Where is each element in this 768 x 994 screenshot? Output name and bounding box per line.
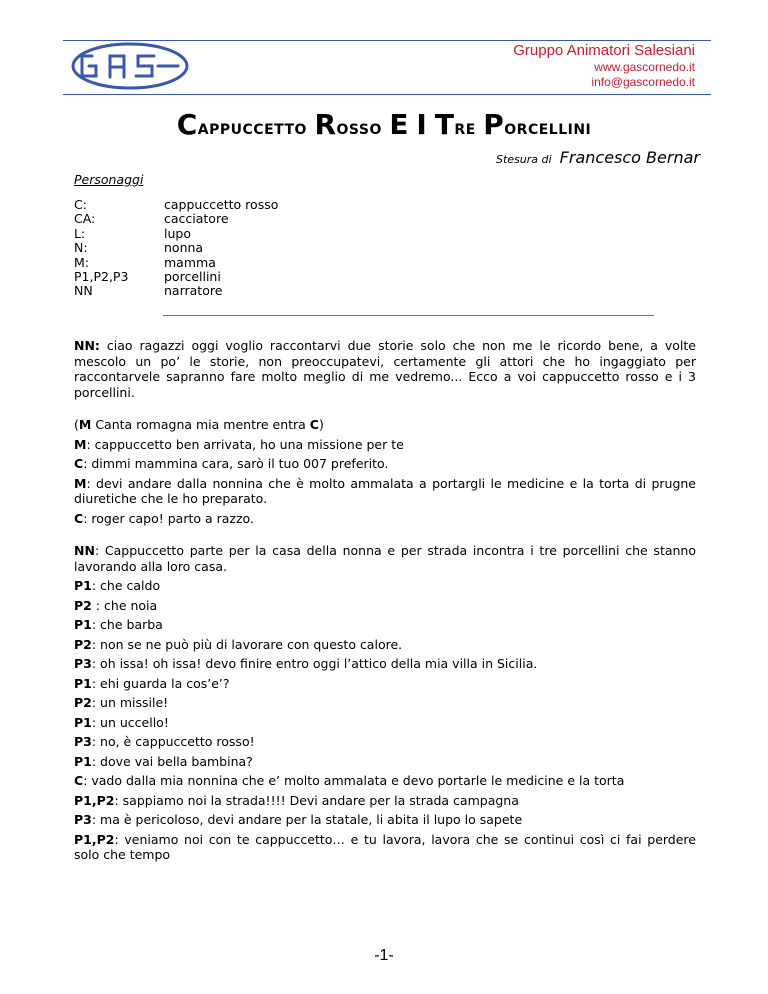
author-name: Francesco Bernar — [559, 148, 700, 167]
speaker: NN — [74, 543, 95, 558]
script-line — [74, 456, 696, 472]
script-line — [74, 773, 696, 789]
document-title — [0, 108, 768, 141]
line-text: : un missile! — [91, 695, 169, 710]
cast-list — [74, 198, 278, 299]
line-text: : no, è cappuccetto rosso! — [91, 734, 255, 749]
line-text: : veniamo noi con te cappuccetto… e tu lavora, lavora che se continui così ci fai perdere solo che tempo — [74, 831, 696, 862]
line-text: : ehi guarda la cos’e’? — [91, 675, 230, 691]
speaker: P1 — [74, 714, 92, 730]
cast-row — [74, 212, 278, 226]
line-text: : dove vai bella bambina? — [91, 753, 253, 769]
stage-direction — [74, 417, 696, 433]
title-word: osso — [336, 115, 382, 139]
script-line — [74, 543, 696, 574]
line-text: ) — [318, 417, 324, 432]
cast-code: M: — [74, 254, 89, 270]
org-name: Gruppo Animatori Salesiani — [513, 42, 695, 59]
line-text: : che caldo — [91, 578, 161, 593]
cast-role: cappuccetto rosso — [164, 197, 279, 212]
speaker: C — [309, 417, 319, 432]
script-line — [74, 437, 696, 453]
cast-code: CA: — [74, 211, 96, 227]
cast-row — [74, 284, 278, 298]
script-line — [74, 578, 696, 594]
speaker: P2 — [74, 597, 92, 613]
speaker: P1 — [74, 617, 92, 632]
script-line — [74, 338, 696, 400]
line-text: : oh issa! oh issa! devo finire entro oggi l’attico della mia villa in Sicilia. — [91, 656, 538, 671]
byline — [496, 148, 700, 167]
cast-role: nonna — [164, 240, 204, 256]
speaker: M — [74, 475, 87, 491]
script-line — [74, 511, 696, 527]
speaker: NN: — [74, 338, 100, 353]
section-divider — [163, 315, 654, 316]
byline-label: Stesura di — [496, 153, 552, 166]
line-text: : cappuccetto ben arrivata, ho una missione per te — [86, 436, 404, 452]
speaker: C — [74, 510, 84, 526]
speaker: P3 — [74, 734, 92, 749]
cast-row — [74, 198, 278, 212]
speaker: P1 — [74, 753, 92, 769]
speaker: P1 — [74, 675, 92, 691]
title-word: appuccetto — [197, 115, 307, 139]
script-line — [74, 476, 696, 507]
cast-role: cacciatore — [164, 211, 229, 227]
line-text: : ma è pericoloso, devi andare per la statale, li abita il lupo lo sapete — [91, 812, 523, 827]
cast-code: P1,P2,P3 — [74, 269, 129, 285]
line-text: ciao ragazzi oggi voglio raccontarvi due storie solo che non me le ricordo bene, a volte mescolo un po’ le storie, non preoccupatevi, certamente gli attori che ho ingaggiato per raccontarvele sapranno fare molto meglio di me vedremo... Ecco a voi cappuccetto rosso e i 3 porcellini. — [74, 338, 696, 400]
title-cap: I — [416, 108, 428, 141]
speaker: P1 — [74, 578, 92, 593]
cast-heading: Personaggi — [74, 172, 144, 187]
script-line — [74, 715, 696, 731]
title-cap: P — [483, 108, 505, 141]
script-line — [74, 734, 696, 750]
line-text: : dimmi mammina cara, sarò il tuo 007 preferito. — [83, 456, 389, 471]
line-text: : Cappuccetto parte per la casa della nonna e per strada incontra i tre porcellini che stanno lavorando alla loro casa. — [74, 543, 696, 574]
cast-code: L: — [74, 225, 86, 241]
cast-role: porcellini — [164, 269, 221, 285]
org-email[interactable]: info@gascornedo.it — [591, 75, 695, 89]
line-text: : non se ne può più di lavorare con questo calore. — [91, 636, 403, 652]
line-text: ( — [74, 417, 79, 432]
org-website[interactable]: www.gascornedo.it — [594, 60, 695, 74]
line-text: : devi andare dalla nonnina che è molto ammalata a portargli le medicine e la torta di prugne diuretiche che le ho preparato. — [74, 475, 696, 506]
speaker: C — [74, 773, 84, 788]
gas-logo — [70, 41, 190, 91]
script-line — [74, 793, 696, 809]
speaker: C — [74, 456, 84, 471]
page-number: -1- — [374, 947, 394, 964]
speaker: P1,P2 — [74, 831, 115, 847]
page-header — [0, 0, 768, 100]
speaker: M — [74, 436, 87, 452]
title-cap: T — [434, 108, 455, 141]
header-bottom-rule — [63, 94, 711, 95]
org-info — [513, 42, 695, 90]
cast-row — [74, 270, 278, 284]
title-word: orcellini — [504, 115, 592, 139]
script-line — [74, 832, 696, 863]
title-cap: R — [314, 108, 337, 141]
script-line — [74, 656, 696, 672]
script-line — [74, 812, 696, 828]
script-line — [74, 637, 696, 653]
speaker: P2 — [74, 636, 92, 652]
cast-role: lupo — [164, 225, 191, 241]
line-text: : che noia — [91, 597, 158, 613]
title-word: re — [454, 115, 476, 139]
line-text: : vado dalla mia nonnina che e’ molto ammalata e devo portarle le medicine e la torta — [83, 773, 625, 788]
cast-code: C: — [74, 197, 87, 212]
script-line — [74, 617, 696, 633]
speaker: P3 — [74, 656, 92, 671]
speaker: P1,P2 — [74, 792, 115, 808]
script-line — [74, 695, 696, 711]
line-text: : sappiamo noi la strada!!!! Devi andare per la strada campagna — [114, 792, 519, 808]
cast-role: narratore — [164, 283, 223, 299]
cast-code: N: — [74, 240, 88, 256]
cast-row — [74, 227, 278, 241]
script-line — [74, 754, 696, 770]
speaker: P2 — [74, 695, 92, 710]
script-line — [74, 676, 696, 692]
cast-row — [74, 241, 278, 255]
script-line — [74, 598, 696, 614]
line-text: Canta romagna mia mentre entra — [91, 417, 310, 432]
line-text: : che barba — [91, 617, 163, 632]
title-cap: C — [176, 108, 198, 141]
speaker: P3 — [74, 812, 92, 827]
speaker: M — [78, 417, 92, 432]
cast-code: NN — [74, 283, 93, 299]
cast-role: mamma — [164, 254, 216, 270]
line-text: : un uccello! — [91, 714, 169, 730]
script-body — [74, 338, 696, 867]
title-cap: E — [389, 108, 409, 141]
line-text: : roger capo! parto a razzo. — [83, 510, 254, 526]
cast-row — [74, 256, 278, 270]
